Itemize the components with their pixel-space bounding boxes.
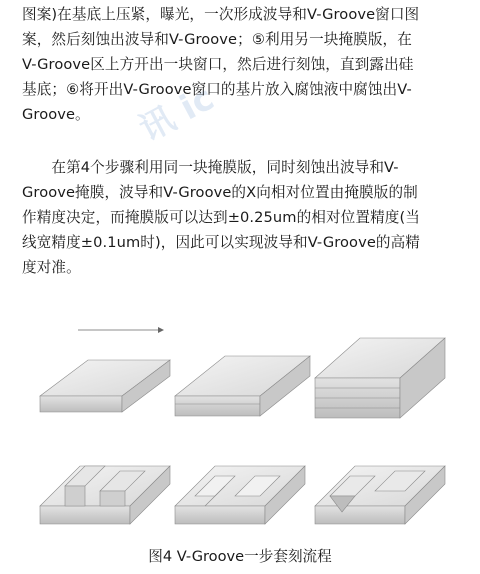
text-line: 基底；⑥将开出V-Groove窗口的基片放入腐蚀液中腐蚀出V-: [22, 81, 412, 98]
process-figure: [30, 316, 460, 536]
text-line: 度对准。: [22, 259, 81, 276]
step-6-diagram: [315, 466, 445, 524]
watermark-logo: 讯 ic: [133, 78, 221, 150]
text-line: 图案)在基底上压紧，曝光，一次形成波导和V-Groove窗口图: [22, 6, 420, 23]
text-line: Groove。: [22, 106, 90, 123]
step-2-diagram: [175, 356, 310, 416]
text-line: 线宽精度±0.1um时)，因此可以实现波导和V-Groove的高精: [22, 234, 420, 251]
text-line: 作精度决定，而掩膜版可以达到±0.25um的相对位置精度(当: [22, 209, 420, 226]
text-line: 案，然后刻蚀出波导和V-Groove；⑤利用另一块掩膜版，在: [22, 31, 412, 48]
body-paragraph-1: [22, 2, 462, 127]
text-line: 在第4个步骤利用同一块掩膜版，同时刻蚀出波导和V-: [22, 159, 399, 176]
body-paragraph-2: [22, 155, 462, 280]
step-3-diagram: [315, 338, 445, 418]
step-4-diagram: [40, 466, 170, 524]
figure-caption: 图4 V-Groove一步套刻流程: [148, 548, 332, 565]
step-1-diagram: [40, 360, 170, 412]
step-5-diagram: [175, 466, 305, 524]
text-line: V-Groove区上方开出一块窗口，然后进行刻蚀，直到露出硅: [22, 56, 414, 73]
text-line: Groove掩膜，波导和V-Groove的X向相对位置由掩膜版的制: [22, 184, 418, 201]
